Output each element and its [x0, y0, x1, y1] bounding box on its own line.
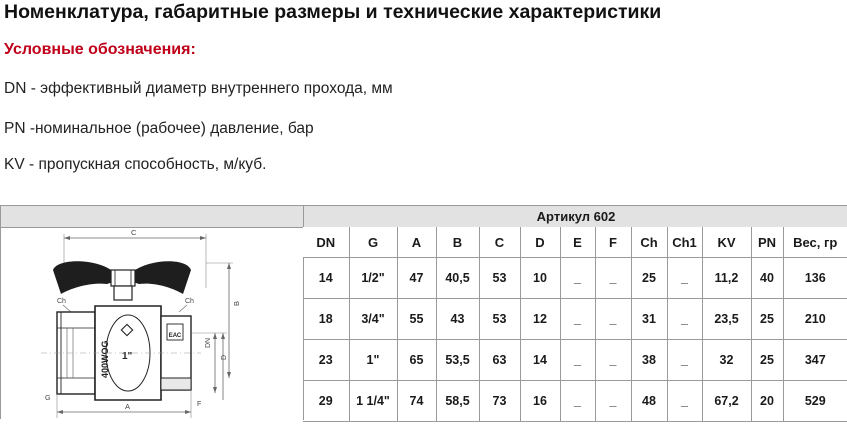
legend-kv: KV - пропускная способность, м/куб. — [4, 156, 267, 173]
legend-pn: PN -номинальное (рабочее) давление, бар — [4, 120, 314, 137]
table-cell: 29 — [303, 381, 349, 422]
header-cell: Ch1 — [667, 227, 702, 258]
header-cell: PN — [751, 227, 783, 258]
table-cell: 67,2 — [702, 381, 751, 422]
ball-valve-diagram — [1, 228, 303, 420]
table-cell: 58,5 — [436, 381, 479, 422]
table-cell: 16 — [520, 381, 560, 422]
table-cell: 14 — [303, 258, 349, 299]
table-cell: _ — [667, 340, 702, 381]
table-cell: 529 — [783, 381, 847, 422]
body-brand-text: 400WOG — [100, 340, 110, 378]
dim-label-f: F — [197, 401, 202, 408]
header-cell: E — [560, 227, 595, 258]
dim-label-ch-left: Ch — [57, 298, 66, 305]
table-cell: 136 — [783, 258, 847, 299]
table-cell: 43 — [436, 299, 479, 340]
header-cell: Ch — [631, 227, 667, 258]
header-cell: F — [595, 227, 631, 258]
header-cell: G — [349, 227, 397, 258]
table-cell: 25 — [751, 340, 783, 381]
table-cell: 73 — [479, 381, 520, 422]
table-cell: 23,5 — [702, 299, 751, 340]
table-row — [303, 381, 847, 422]
table-cell: _ — [595, 340, 631, 381]
table-cell: _ — [667, 381, 702, 422]
drawing-header-band — [1, 206, 304, 228]
table-cell: 18 — [303, 299, 349, 340]
dim-label-g: G — [45, 395, 51, 402]
table-row — [303, 299, 847, 340]
dim-label-a: A — [125, 402, 131, 411]
table-cell: _ — [560, 299, 595, 340]
table-row — [303, 340, 847, 381]
table-cell: _ — [595, 381, 631, 422]
header-cell: Вес, гр — [783, 227, 847, 258]
table-cell: _ — [667, 258, 702, 299]
legend-dn: DN - эффективный диаметр внутреннего прохода, мм — [4, 80, 393, 97]
table-cell: 210 — [783, 299, 847, 340]
table-cell: _ — [560, 258, 595, 299]
header-cell: DN — [303, 227, 349, 258]
table-cell: 14 — [520, 340, 560, 381]
dim-label-dn: DN — [205, 337, 212, 348]
table-cell: 65 — [397, 340, 436, 381]
dim-label-b: B — [232, 300, 241, 306]
table-cell: 53,5 — [436, 340, 479, 381]
table-cell: _ — [560, 381, 595, 422]
page-title: Номенклатура, габаритные размеры и технические характеристики — [4, 1, 662, 23]
table-cell: 38 — [631, 340, 667, 381]
table-cell: 23 — [303, 340, 349, 381]
table-cell: 40,5 — [436, 258, 479, 299]
table-cell: 25 — [631, 258, 667, 299]
table-row — [303, 258, 847, 299]
table-cell: _ — [595, 299, 631, 340]
table-cell: 20 — [751, 381, 783, 422]
table-cell: 40 — [751, 258, 783, 299]
header-cell: A — [397, 227, 436, 258]
dim-label-c: C — [131, 228, 137, 237]
table-cell: 53 — [479, 299, 520, 340]
table-cell: 3/4" — [349, 299, 397, 340]
header-cell: D — [520, 227, 560, 258]
table-header-row — [303, 227, 847, 258]
table-cell: _ — [560, 340, 595, 381]
article-header: Артикул 602 — [304, 206, 847, 228]
legend-heading: Условные обозначения: — [4, 41, 196, 58]
table-cell: 347 — [783, 340, 847, 381]
table-cell: 31 — [631, 299, 667, 340]
body-size-text: 1" — [122, 351, 133, 362]
table-cell: 53 — [479, 258, 520, 299]
spec-table — [303, 227, 847, 422]
dim-label-d: D — [221, 354, 228, 360]
table-cell: 10 — [520, 258, 560, 299]
table-cell: 25 — [751, 299, 783, 340]
table-cell: _ — [595, 258, 631, 299]
table-cell: 63 — [479, 340, 520, 381]
body-mark-text: ЕАС — [168, 333, 182, 339]
header-cell: B — [436, 227, 479, 258]
table-cell: 55 — [397, 299, 436, 340]
table-cell: 1 1/4" — [349, 381, 397, 422]
header-cell: KV — [702, 227, 751, 258]
table-cell: 1/2" — [349, 258, 397, 299]
table-cell: 32 — [702, 340, 751, 381]
valve-drawing — [1, 228, 304, 420]
dim-label-ch-right: Ch — [185, 298, 194, 305]
table-cell: 1" — [349, 340, 397, 381]
table-cell: 74 — [397, 381, 436, 422]
table-cell: _ — [667, 299, 702, 340]
table-cell: 48 — [631, 381, 667, 422]
table-cell: 47 — [397, 258, 436, 299]
table-cell: 12 — [520, 299, 560, 340]
table-cell: 11,2 — [702, 258, 751, 299]
header-cell: C — [479, 227, 520, 258]
